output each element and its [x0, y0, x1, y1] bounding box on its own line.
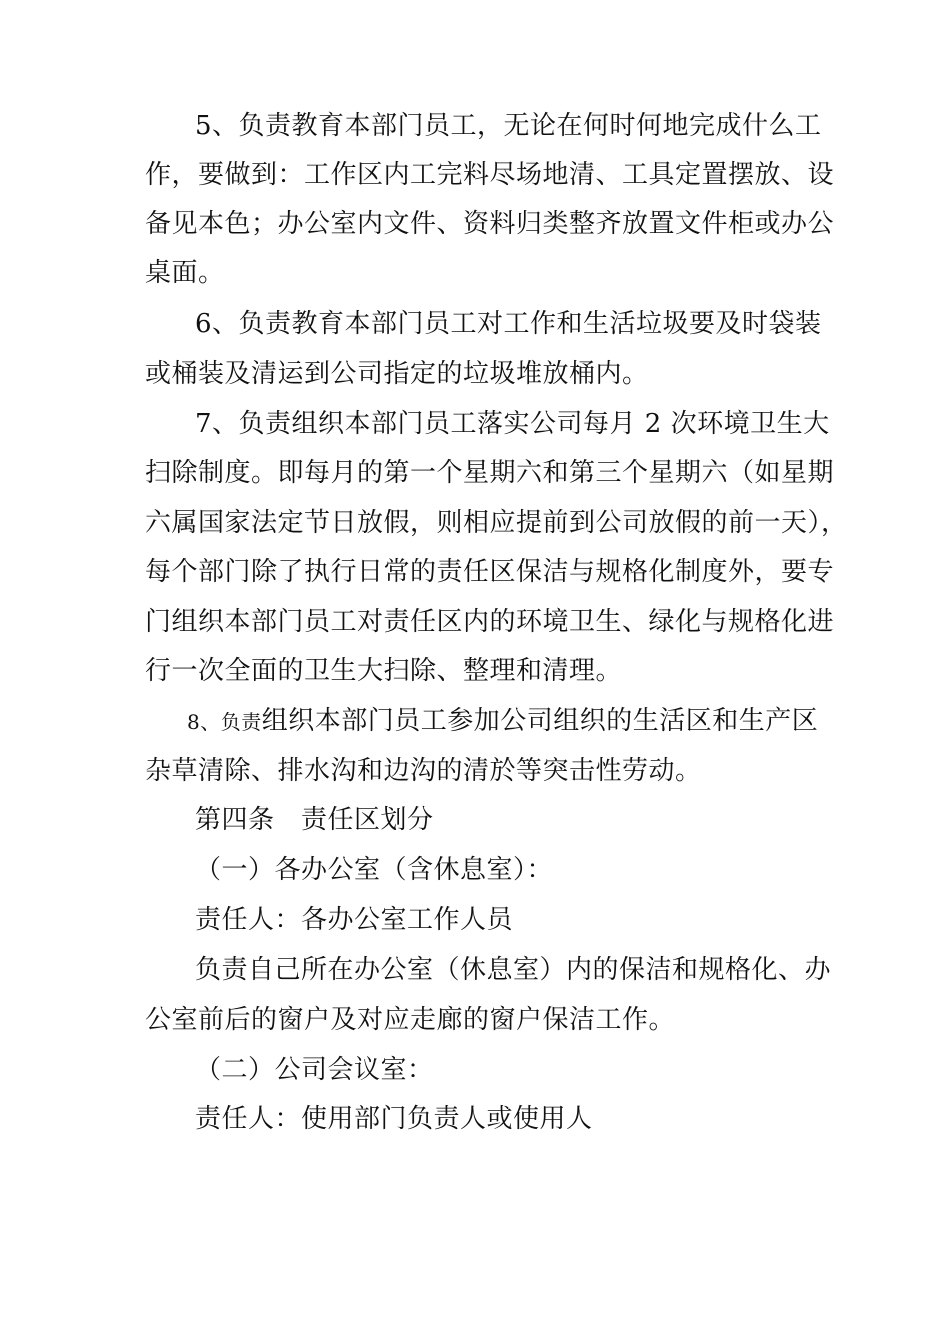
- text-line: 或桶装及清运到公司指定的垃圾堆放桶内。: [145, 359, 649, 389]
- item-8-prefix: 8、负责: [187, 710, 262, 734]
- section-heading: 第四条 责任区划分: [195, 805, 434, 835]
- text-line: 作，要做到：工作区内工完料尽场地清、工具定置摆放、设: [145, 160, 835, 190]
- subsection-heading: （一）各办公室（含休息室）：: [195, 855, 554, 885]
- text-line: 责任人：各办公室工作人员: [195, 905, 514, 935]
- text-line: 5、负责教育本部门员工，无论在何时何地完成什么工: [195, 111, 822, 141]
- text-line: 公室前后的窗户及对应走廊的窗户保洁工作。: [145, 1005, 676, 1035]
- text-line: 每个部门除了执行日常的责任区保洁与规格化制度外，要专: [145, 557, 835, 587]
- text-line: 7、负责组织本部门员工落实公司每月 2 次环境卫生大: [195, 409, 830, 439]
- text-line: 备见本色；办公室内文件、资料归类整齐放置文件柜或办公: [145, 209, 835, 239]
- text-line: 6、负责教育本部门员工对工作和生活垃圾要及时袋装: [195, 309, 822, 339]
- text-line: 杂草清除、排水沟和边沟的清於等突击性劳动。: [145, 756, 702, 786]
- text-line: 扫除制度。即每月的第一个星期六和第三个星期六（如星期: [145, 458, 835, 488]
- text-line: 负责自己所在办公室（休息室）内的保洁和规格化、办: [195, 955, 832, 985]
- text-line: 行一次全面的卫生大扫除、整理和清理。: [145, 656, 623, 686]
- subsection-heading: （二）公司会议室：: [195, 1055, 434, 1085]
- text-line: 门组织本部门员工对责任区内的环境卫生、绿化与规格化进: [145, 607, 835, 637]
- text-line-8: [187, 704, 818, 738]
- text-line: 六属国家法定节日放假，则相应提前到公司放假的前一天），: [145, 508, 848, 538]
- text-line: 责任人：使用部门负责人或使用人: [195, 1104, 593, 1134]
- text-line: 桌面。: [145, 258, 225, 288]
- item-8-text: 组织本部门员工参加公司组织的生活区和生产区: [261, 706, 819, 736]
